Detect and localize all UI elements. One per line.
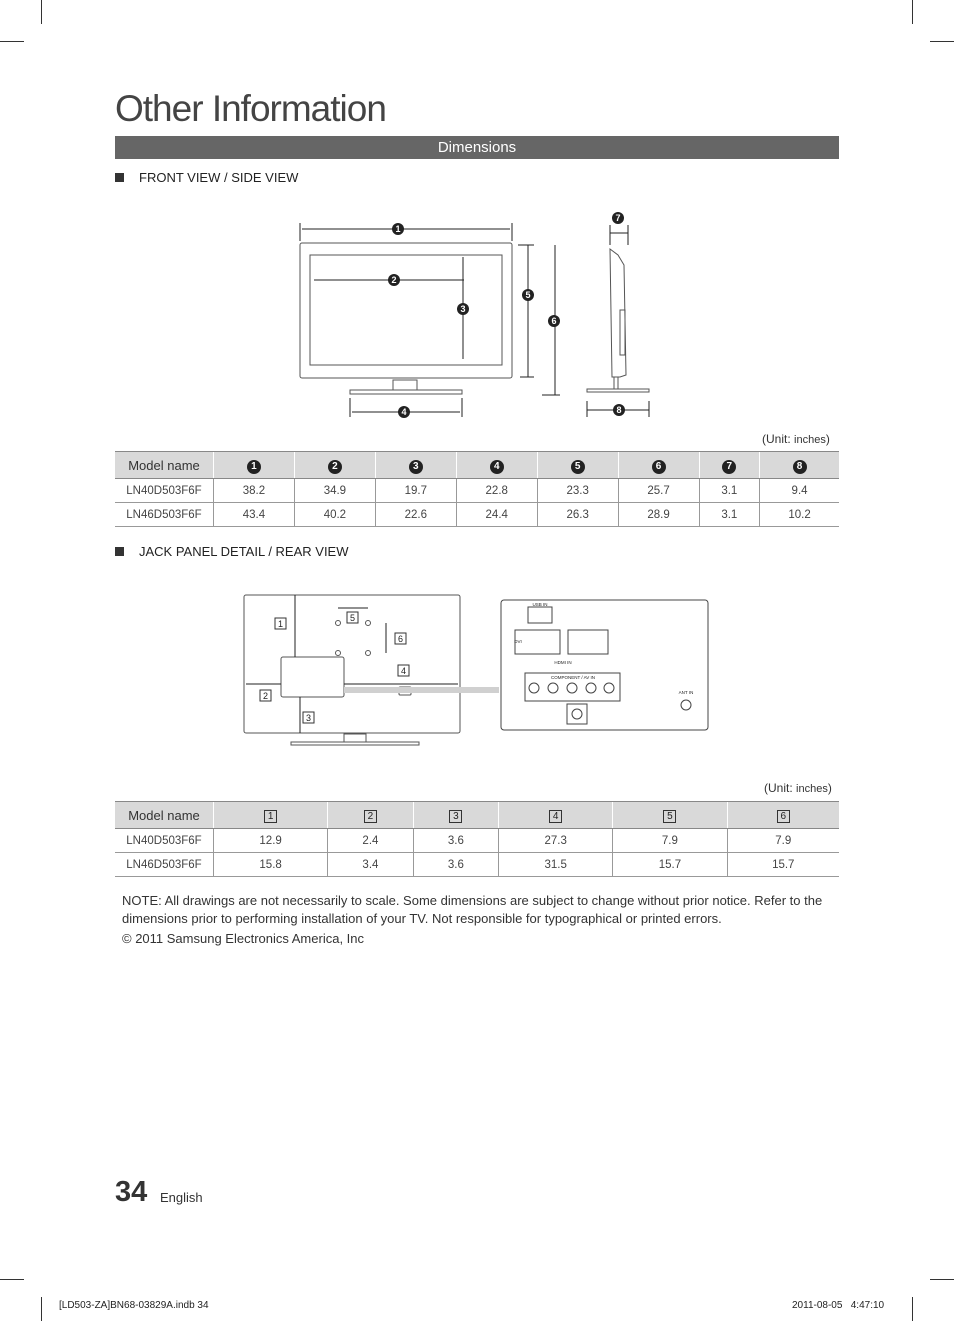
header-box-3: 3 [449,810,462,823]
cell-value: 43.4 [214,503,295,527]
header-circle-1: 1 [247,460,261,474]
header-box-4: 4 [549,810,562,823]
rear-stand-neck [344,734,366,742]
unit-note-2: (Unit: inches) [764,781,832,795]
dim-label-1: 1 [395,224,401,234]
crop-mark [0,1279,24,1280]
header-box-1: 1 [264,810,277,823]
cell-value: 34.9 [294,479,375,503]
header-box-2: 2 [364,810,377,823]
dim-label-4: 4 [401,407,407,417]
header-box-5: 5 [663,810,676,823]
section-heading-front [115,170,298,185]
section-banner: Dimensions [115,136,839,159]
cell-value: 9.4 [760,479,839,503]
cell-model: LN40D503F6F [115,829,214,853]
dimensions-table-front [115,451,839,527]
cell-model: LN46D503F6F [115,503,214,527]
cell-value: 3.6 [413,829,498,853]
cell-value: 3.1 [699,479,760,503]
cell-value: 15.7 [727,853,839,877]
page-number: 34 [115,1176,148,1208]
hdmi-port-2 [568,630,608,654]
usb-in-label: USB IN [532,602,548,607]
footer-timestamp: 2011-08-05 4:47:10 [792,1300,885,1311]
note-text: NOTE: All drawings are not necessarily to scale. Some dimensions are subject to change without prior notice. Refer to the dimensions prior to performing installation of your TV. Not responsible for typographical or printed errors. [122,893,823,926]
rear-stand-base [291,742,419,745]
note-block [122,892,832,948]
crop-mark [41,1297,42,1321]
cell-model: LN46D503F6F [115,853,214,877]
dimensions-table-rear [115,801,839,877]
cell-value: 7.9 [613,829,727,853]
rear-label-1: 1 [277,619,284,629]
header-circle-7: 7 [722,460,736,474]
tv-side-base [587,389,649,392]
cell-value: 27.3 [499,829,613,853]
table-row [115,503,839,527]
tv-side-neck [614,377,618,389]
cell-value: 22.8 [456,479,537,503]
antenna-port [681,700,691,710]
dim-label-6: 6 [551,316,557,326]
crop-mark [912,1297,913,1321]
header-circle-4: 4 [490,460,504,474]
unit-note-1: (Unit: inches) [762,432,830,446]
hdmi-in-label: HDMI IN [554,660,572,665]
cell-value: 26.3 [537,503,618,527]
header-circle-3: 3 [409,460,423,474]
cell-value: 19.7 [375,479,456,503]
crop-mark [930,1279,954,1280]
tv-screen-outline [310,255,502,365]
section-heading-text: JACK PANEL DETAIL / REAR VIEW [139,544,349,559]
cell-value: 12.9 [214,829,328,853]
dim-label-3: 3 [460,304,466,314]
table-row [115,479,839,503]
cell-value: 2.4 [328,829,413,853]
front-side-view-diagram [290,205,670,430]
header-box-6: 6 [777,810,790,823]
table-row [115,829,839,853]
cell-value: 38.2 [214,479,295,503]
dvi-label: DVI [514,639,522,644]
bullet-square-icon [115,547,124,556]
section-heading-text: FRONT VIEW / SIDE VIEW [139,170,299,185]
header-circle-6: 6 [652,460,666,474]
dim-label-7: 7 [615,213,621,223]
tv-front-outline [300,243,512,378]
crop-mark [912,0,913,24]
audio-out-port [567,704,587,724]
header-circle-8: 8 [793,460,807,474]
section-heading-jack [115,544,349,559]
cell-value: 3.1 [699,503,760,527]
header-model-name: Model name [115,452,214,479]
cell-value: 40.2 [294,503,375,527]
table-row [115,853,839,877]
rear-label-5: 5 [349,613,356,623]
cell-value: 7.9 [727,829,839,853]
crop-mark [930,41,954,42]
crop-mark [41,0,42,24]
dim-label-8: 8 [616,405,622,415]
cell-value: 10.2 [760,503,839,527]
tv-side-bracket [620,310,625,355]
table-header-row [115,452,839,479]
bullet-square-icon [115,173,124,182]
component-in-label: COMPONENT / AV IN [550,675,596,680]
cell-value: 15.7 [613,853,727,877]
header-circle-2: 2 [328,460,342,474]
cell-value: 25.7 [618,479,699,503]
header-circle-5: 5 [571,460,585,474]
language-label: English [160,1190,203,1205]
rear-view-diagram [240,590,715,750]
copyright-text: © 2011 Samsung Electronics America, Inc [122,931,365,946]
cell-value: 31.5 [499,853,613,877]
cell-value: 28.9 [618,503,699,527]
rear-label-6: 6 [397,634,404,644]
page-title: Other Information [115,88,386,129]
dim-label-5: 5 [525,290,531,300]
cell-value: 22.6 [375,503,456,527]
table-header-row [115,802,839,829]
cell-value: 15.8 [214,853,328,877]
tv-side-outline [610,249,626,377]
rear-label-3: 3 [305,713,312,723]
rear-label-2: 2 [262,691,269,701]
tv-stand-neck [393,380,417,390]
ant-in-label: ANT IN [678,690,694,695]
footer-file-info: [LD503-ZA]BN68-03829A.indb 34 [59,1300,209,1311]
tv-stand-base [350,390,462,394]
cell-value: 24.4 [456,503,537,527]
crop-mark [0,41,24,42]
cell-value: 3.4 [328,853,413,877]
header-model-name: Model name [115,802,214,829]
cell-value: 23.3 [537,479,618,503]
rear-label-4: 4 [400,666,407,676]
cell-value: 3.6 [413,853,498,877]
dim-label-2: 2 [391,275,397,285]
jack-panel-outline [501,600,708,730]
usb-port [528,607,552,623]
connector-bar [344,687,499,693]
cell-model: LN40D503F6F [115,479,214,503]
rear-jack-box [281,657,344,697]
